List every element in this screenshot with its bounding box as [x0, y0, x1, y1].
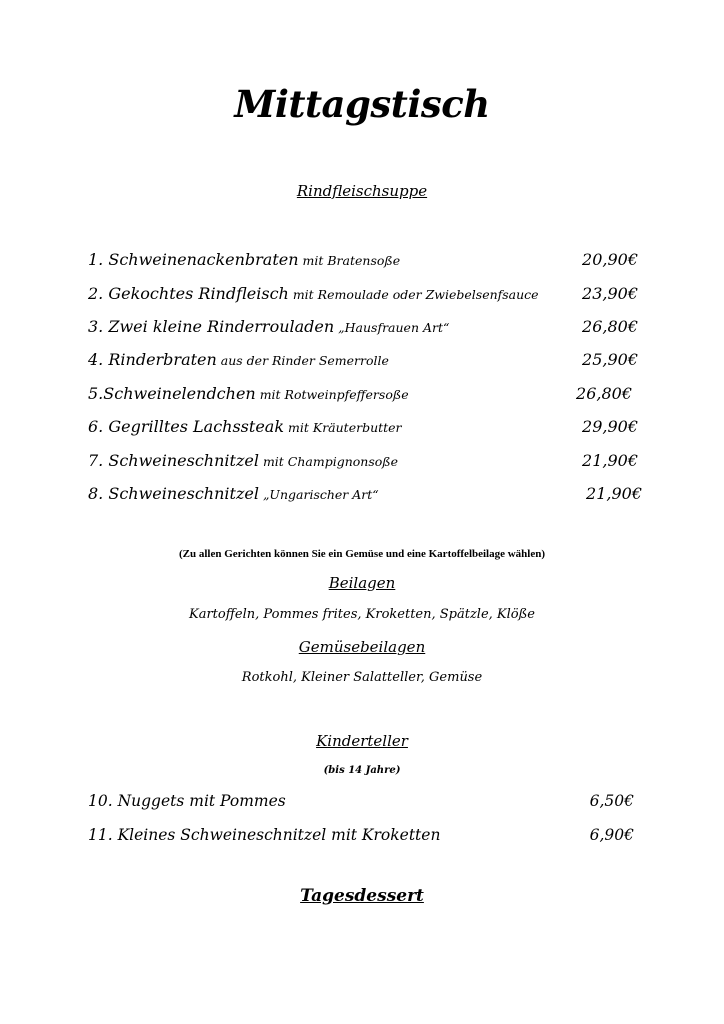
dish-name: 4. Rinderbraten — [88, 350, 217, 369]
menu-item — [88, 451, 648, 477]
dish-price: 23,90€ — [582, 284, 638, 303]
kids-dish-name: 10. Nuggets mit Pommes — [88, 792, 286, 810]
dish-price: 20,90€ — [582, 250, 638, 269]
dish-side: „Hausfrauen Art“ — [334, 320, 450, 335]
kids-dish-name: 11. Kleines Schweineschnitzel mit Kroketten — [88, 826, 441, 844]
kids-heading: Kinderteller — [316, 732, 408, 750]
kids-dish-price: 6,90€ — [589, 826, 634, 844]
dish — [88, 284, 539, 303]
dish — [88, 417, 402, 436]
dish-side: mit Champignonsoße — [258, 454, 399, 469]
menu-item — [88, 250, 648, 276]
kids-menu-item — [88, 792, 640, 818]
dish-side: mit Remoulade oder Zwiebelsenfsauce — [288, 287, 539, 302]
dish — [88, 384, 409, 403]
dish-side: mit Rotweinpfeffersoße — [255, 387, 409, 402]
dish — [88, 250, 400, 269]
dish-name: 1. Schweinenackenbraten — [88, 250, 299, 269]
dish-side: mit Kräuterbutter — [284, 420, 402, 435]
menu-item — [88, 317, 648, 343]
gemuese-heading: Gemüsebeilagen — [298, 638, 426, 656]
menu-item — [88, 350, 648, 376]
dessert-heading: Tagesdessert — [300, 886, 424, 906]
dish-price: 29,90€ — [582, 417, 638, 436]
dish-price: 26,80€ — [582, 317, 638, 336]
beilagen-heading: Beilagen — [328, 574, 396, 592]
dish-side: mit Bratensoße — [298, 253, 401, 268]
dish-name: 5.Schweinelendchen — [88, 384, 256, 403]
kids-dish-price: 6,50€ — [589, 792, 634, 810]
kids-menu-item — [88, 826, 640, 852]
kids-age-note: (bis 14 Jahre) — [323, 765, 401, 776]
dish — [88, 350, 389, 369]
dish-name: 6. Gegrilltes Lachssteak — [88, 417, 285, 436]
dish-price: 26,80€ — [576, 384, 632, 403]
gemuese-list: Rotkohl, Kleiner Salatteller, Gemüse — [241, 670, 483, 685]
side-dish-note: (Zu allen Gerichten können Sie ein Gemüse und eine Kartoffelbeilage wählen) — [178, 548, 546, 560]
dish-name: 8. Schweineschnitzel — [88, 484, 259, 503]
menu-item — [88, 384, 648, 410]
menu-item — [88, 484, 648, 510]
dish — [88, 451, 398, 470]
dish — [88, 484, 379, 503]
dish-price: 25,90€ — [582, 350, 638, 369]
page-title: Mittagstisch — [234, 82, 490, 126]
dish-name: 7. Schweineschnitzel — [88, 451, 259, 470]
dish-price: 21,90€ — [586, 484, 642, 503]
dish-side: „Ungarischer Art“ — [258, 487, 379, 502]
menu-item — [88, 284, 648, 310]
beilagen-list: Kartoffeln, Pommes frites, Kroketten, Spätzle, Klöße — [188, 607, 535, 622]
menu-item — [88, 417, 648, 443]
dish-price: 21,90€ — [582, 451, 638, 470]
soup-heading: Rindfleischsuppe — [296, 182, 428, 200]
dish-side: aus der Rinder Semerrolle — [216, 353, 389, 368]
dish — [88, 317, 449, 336]
dish-name: 2. Gekochtes Rindfleisch — [88, 284, 289, 303]
dish-name: 3. Zwei kleine Rinderrouladen — [88, 317, 335, 336]
